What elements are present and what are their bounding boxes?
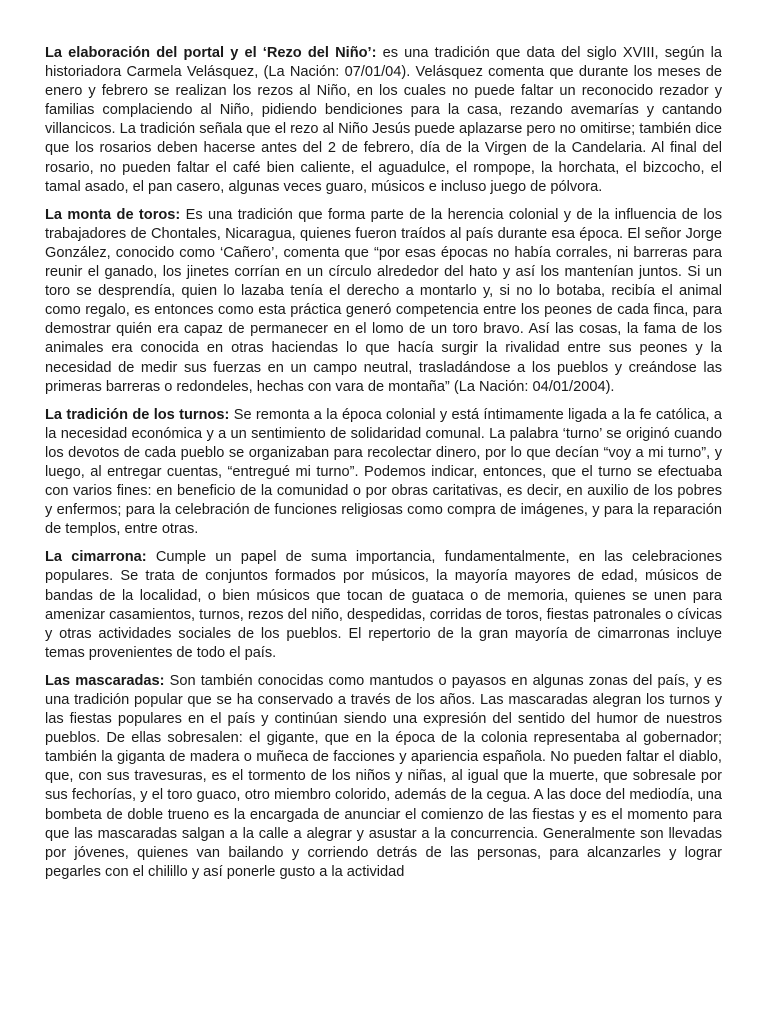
paragraph-body: Cumple un papel de suma importancia, fundamentalmente, en las celebraciones populares. Se trata de conjuntos formados por músicos, la mayoría mayores de edad, músicos de bandas de la localidad, o bien músicos que tocan de guataca o de memoria, quienes se unen para amenizar casamientos, turnos, rezos del niño, despedidas, corridas de toros, fiestas patronales o cívicas y otras actividades sociales de los pueblos. El repertorio de la gran mayoría de cimarronas incluye temas provenientes de todo el país. <box>45 549 723 661</box>
paragraph-tradicion-turnos <box>45 406 722 540</box>
paragraph-heading: La cimarrona: <box>45 549 147 566</box>
paragraph-monta-de-toros <box>45 206 722 397</box>
paragraph-body: Se remonta a la época colonial y está íntimamente ligada a la fe católica, a la necesidad económica y a un sentimiento de solidaridad comunal. La palabra ‘turno’ se originó cuando los devotos de cada pueblo se organizaban para recolectar dinero, por lo que decían “voy a mi turno”, y luego, al entregar cuentas, “entregué mi turno”. Podemos indicar, entonces, que el turno se efectuaba con varios fines: en beneficio de la comunidad o por obras caritativas, es decir, en auxilio de los pobres y enfermos; para la celebración de funciones religiosas como compra de imágenes, y para la reparación de templos, entre otras. <box>45 406 722 538</box>
document-page <box>45 44 722 891</box>
paragraph-portal-rezo-del-nino <box>45 44 722 197</box>
paragraph-body: Es una tradición que forma parte de la herencia colonial y de la influencia de los trabajadores de Chontales, Nicaragua, quienes fueron traídos al país durante esa época. El señor Jorge González, conocido como ‘Cañero’, comenta que “por esas épocas no había corrales, ni barreras para reunir el ganado, los jinetes corrían en un círculo alrededor del hato y así los mantenían juntos. Si un toro se desprendía, quien lo lazaba tenía el derecho a montarlo y, si no lo botaba, recibía el animal como regalo, es entonces como esta práctica generó competencia entre los peones de cada finca, para demostrar quién era capaz de permanecer en el lomo de un toro bravo. Así las cosas, la fama de los animales era conocida en otras haciendas lo que hacía surgir la rivalidad entre sus peones y la necesidad de medir sus fuerzas en un campo neutral, trasladándose a los pueblos y creándose las primeras barreras o redondeles, hechas con vara de montaña” (La Nación: 04/01/2004). <box>45 206 722 395</box>
paragraph-body: Son también conocidas como mantudos o payasos en algunas zonas del país, y es una tradición popular que se ha conservado a través de los años. Las mascaradas alegran los turnos y las fiestas populares en el país y continúan siendo una expresión del sentido del humor de nuestros pueblos. De ellas sobresalen: el gigante, que en la época de la colonia representaba al gobernador; también la giganta de madera o muñeca de facciones y apariencia española. No pueden faltar el diablo, que, con sus travesuras, es el tormento de los niños y niñas, al igual que la muerte, que sobresale por sus fechorías, y el toro guaco, otro miembro colorido, además de la cegua. A las doce del mediodía, una bombeta de doble trueno es la encargada de anunciar el comienzo de las fiestas y es el momento para que las mascaradas salgan a la calle a alegrar y asustar a la concurrencia. Generalmente son llevadas por jóvenes, quienes van bailando y corriendo detrás de las personas, para alcanzarles y lograr pegarles con el chilillo y así ponerle gusto a la actividad <box>45 672 723 880</box>
paragraph-cimarrona <box>45 548 722 663</box>
paragraph-body: es una tradición que data del siglo XVIII, según la historiadora Carmela Velásquez, (La Nación: 07/01/04). Velásquez comenta que durante los meses de enero y febrero se realizan los rezos al Niño, en los cuales no puede faltar un reconocido rezador y familias complaciendo al Niño, pidiendo bendiciones para la casa, rezando avemarías y cantando villancicos. La tradición señala que el rezo al Niño Jesús puede aplazarse pero no omitirse; también dice que los rosarios deben hacerse antes del 2 de febrero, día de la Virgen de la Candelaria. Al final del rosario, no pueden faltar el café bien caliente, el aguadulce, el rompope, la horchata, el bizcocho, el tamal asado, el pan casero, algunas veces guaro, músicos e incluso juego de pólvora. <box>45 45 722 195</box>
paragraph-heading: Las mascaradas: <box>45 672 165 689</box>
paragraph-mascaradas <box>45 672 722 882</box>
paragraph-heading: La elaboración del portal y el ‘Rezo del Niño’: <box>45 45 377 61</box>
paragraph-heading: La monta de toros: <box>45 206 181 223</box>
paragraph-heading: La tradición de los turnos: <box>45 406 230 423</box>
